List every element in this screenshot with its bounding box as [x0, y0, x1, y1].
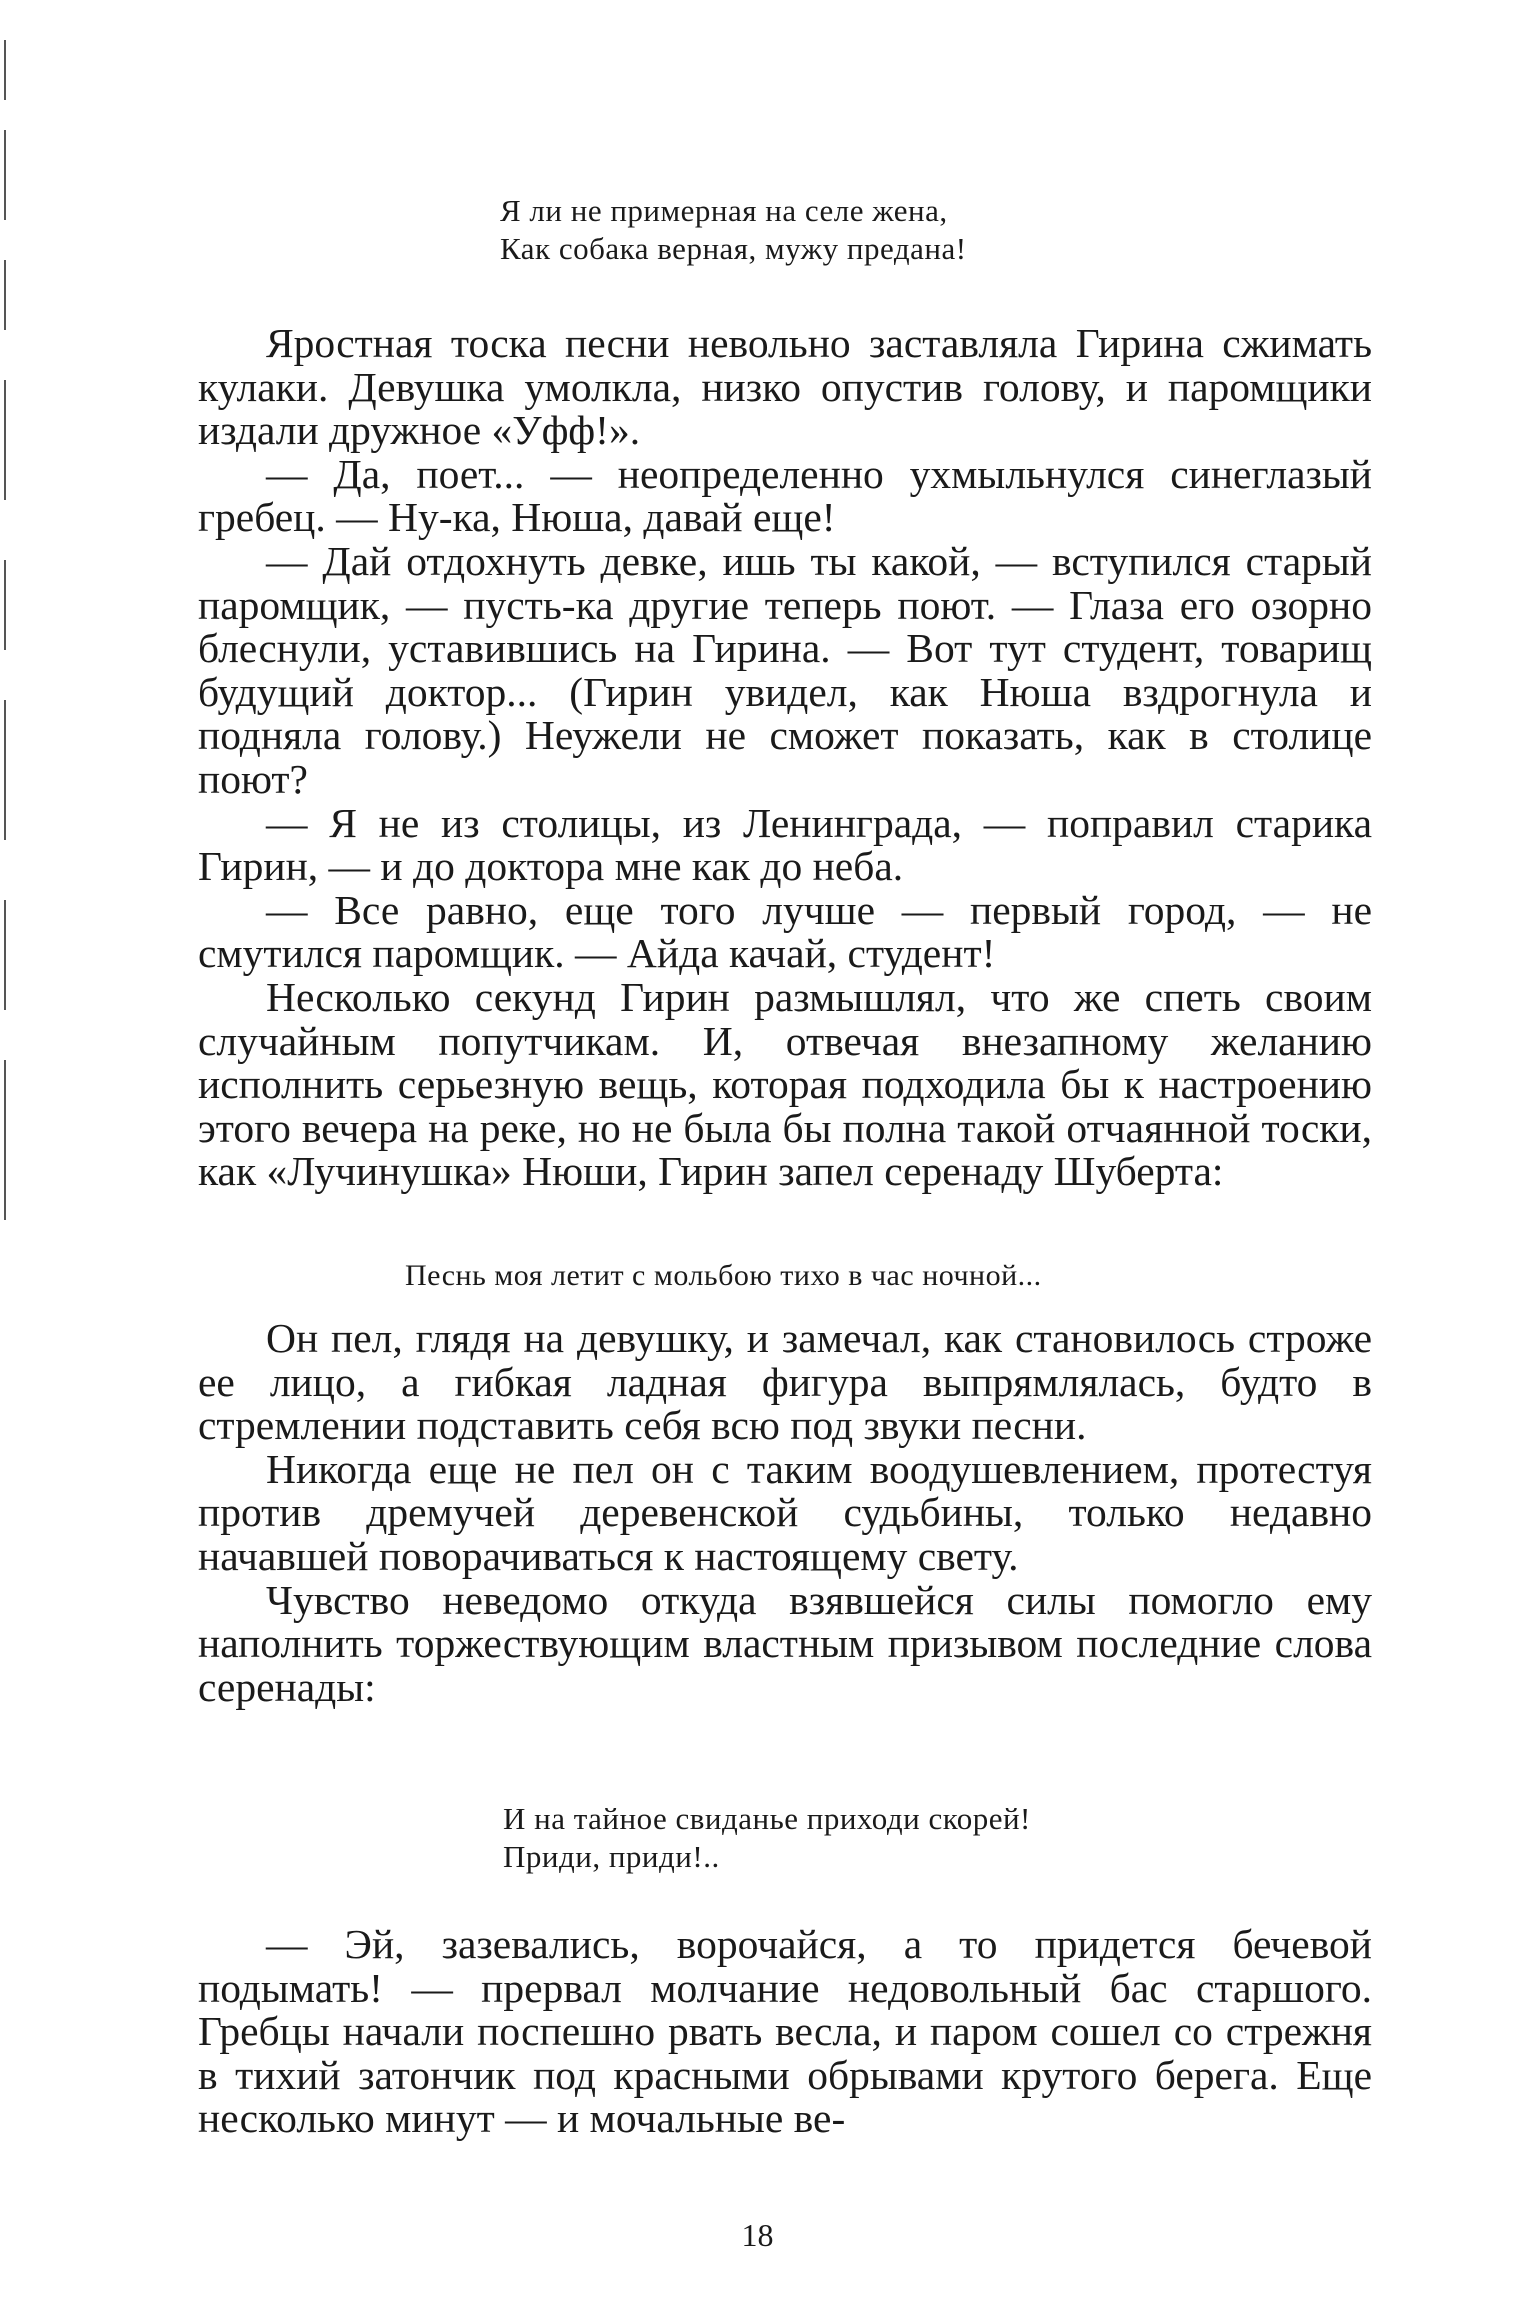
prose-block-middle	[198, 1317, 1372, 1709]
song-line: Песнь моя летит с мольбою тихо в час ночной...	[405, 1259, 1042, 1292]
paragraph: Яростная тоска песни невольно заставляла Гирина сжимать кулаки. Девушка умолкла, низко опустив голову, и паромщики издали дружное «Уфф!».	[198, 320, 1372, 454]
verse-line: Как собака верная, мужу предана!	[500, 231, 967, 266]
verse-line: Я ли не примерная на селе жена,	[500, 193, 948, 228]
paragraph: Несколько секунд Гирин размышлял, что же спеть своим случайным попутчикам. И, отвечая внезапному желанию исполнить серьезную вещь, которая подходила бы к настроению этого вечера на реке, но не была бы полна такой отчаянной тоски, как «Лучинушка» Нюши, Гирин запел серенаду Шуберта:	[198, 973, 1372, 1195]
prose-block-top	[198, 322, 1372, 1194]
page-number: 18	[741, 2217, 774, 2253]
paragraph: — Я не из столицы, из Ленинграда, — поправил старика Гирин, — и до доктора мне как до неба.	[198, 799, 1372, 890]
verse-top	[500, 192, 967, 268]
paragraph: Он пел, глядя на девушку, и замечал, как становилось строже ее лицо, а гибкая ладная фигура выпрямлялась, будто в стремлении подставить себя всю под звуки песни.	[198, 1315, 1372, 1449]
paragraph: Чувство неведомо откуда взявшейся силы помогло ему наполнить торжествующим властным призывом последние слова серенады:	[198, 1576, 1372, 1710]
paragraph: — Дай отдохнуть девке, ишь ты какой, — вступился старый паромщик, — пусть-ка другие теперь поют. — Глаза его озорно блеснули, уставившись на Гирина. — Вот тут студент, товарищ будущий доктор... (Гирин увидел, как Нюша вздрогнула и подняла голову.) Неужели не сможет показать, как в столице поют?	[198, 537, 1372, 802]
paragraph: — Все равно, еще того лучше — первый город, — не смутился паромщик. — Айда качай, студент!	[198, 886, 1372, 977]
verse-bottom	[503, 1800, 1031, 1876]
paragraph: — Эй, зазевались, ворочайся, а то придется бечевой подымать! — прервал молчание недовольный бас старшого. Гребцы начали поспешно рвать весла, и паром сошел со стрежня в тихий затончик под красными обрывами крутого берега. Еще несколько минут — и мочальные ве-	[198, 1921, 1372, 2142]
paragraph: Никогда еще не пел он с таким воодушевлением, протестуя против дремучей деревенской судьбины, только недавно начавшей поворачиваться к настоящему свету.	[198, 1445, 1372, 1579]
scan-edge-marks	[0, 0, 14, 1240]
paragraph: — Да, поет... — неопределенно ухмыльнулся синеглазый гребец. — Ну-ка, Нюша, давай еще!	[198, 450, 1372, 541]
verse-line: И на тайное свиданье приходи скорей!	[503, 1801, 1031, 1836]
verse-line: Приди, приди!..	[503, 1839, 720, 1874]
prose-block-bottom	[198, 1923, 1372, 2141]
